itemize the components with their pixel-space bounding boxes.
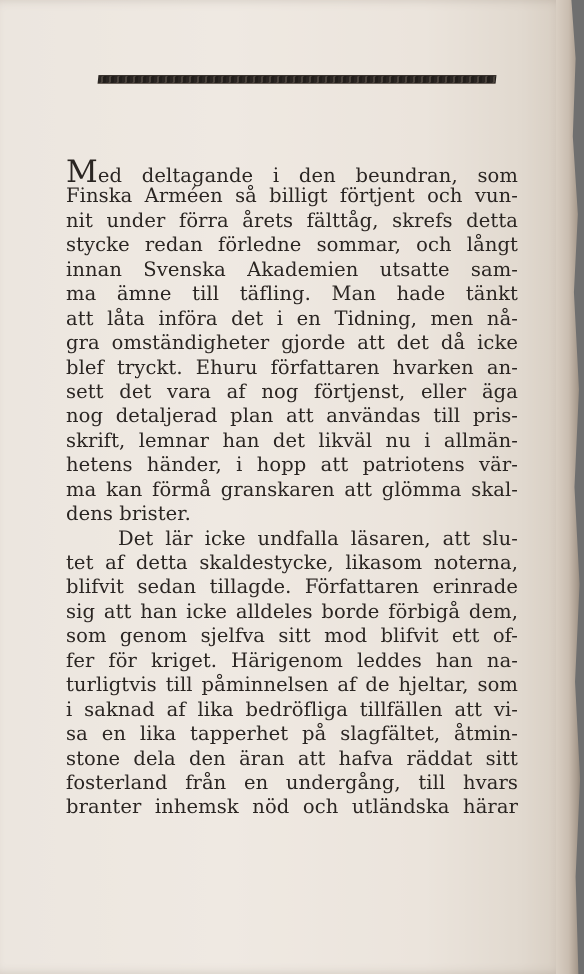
text-line-2: Finska Arméen så billigt förtjent och vun-: [66, 184, 518, 208]
text-line-16: Det lär icke undfalla läsaren, att slu-: [118, 526, 518, 550]
page-edge: [556, 0, 584, 974]
text-line-17: tet af detta skaldestycke, likasom noterna,: [66, 551, 518, 574]
text-line-9: blef tryckt. Ehuru författaren hvarken an-: [66, 355, 518, 379]
ornamental-rule: [98, 75, 497, 84]
first-line-rest: ed deltagande i den beundran, som: [97, 164, 518, 187]
body-text: [66, 154, 518, 820]
text-line-25: stone dela den äran att hafva räddat sitt: [66, 746, 518, 770]
text-line-1: [66, 154, 518, 190]
text-line-4: stycke redan förledne sommar, och långt: [66, 233, 518, 257]
text-line-10: sett det vara af nog förtjenst, eller äga: [66, 379, 518, 403]
text-line-11: nog detaljerad plan att användas till pris-: [66, 404, 518, 428]
text-line-13: hetens händer, i hopp att patriotens vär-: [66, 453, 518, 477]
text-line-14: ma kan förmå granskaren att glömma skal-: [66, 477, 518, 501]
text-line-6: ma ämne till täfling. Man hade tänkt: [66, 282, 518, 306]
text-line-12: skrift, lemnar han det likväl nu i allmän-: [66, 428, 518, 452]
text-line-27: branter inhemsk nöd och utländska härar: [66, 795, 518, 819]
text-line-8: gra omständigheter gjorde att det då icke: [66, 331, 518, 355]
text-line-21: fer för kriget. Härigenom leddes han na-: [66, 648, 518, 672]
text-line-22: turligtvis till påminnelsen af de hjeltar, som: [66, 673, 518, 697]
text-line-7: att låta införa det i en Tidning, men nå-: [66, 306, 518, 330]
text-line-19: sig att han icke alldeles borde förbigå dem,: [66, 599, 518, 623]
text-line-23: i saknad af lika bedröfliga tillfällen att vi-: [66, 697, 518, 721]
drop-capital: M: [66, 154, 98, 190]
text-line-15: dens brister.: [66, 502, 191, 526]
text-line-5: innan Svenska Akademien utsatte sam-: [66, 257, 518, 281]
text-line-20: som genom sjelfva sitt mod blifvit ett of-: [66, 624, 518, 648]
text-line-24: sa en lika tapperhet på slagfältet, åtmin-: [66, 722, 518, 746]
text-line-26: fosterland från en undergång, till hvars: [66, 770, 518, 794]
text-line-3: nit under förra årets fälttåg, skrefs detta: [66, 208, 518, 232]
text-line-18: blifvit sedan tillagde. Författaren erinrade: [66, 575, 518, 599]
